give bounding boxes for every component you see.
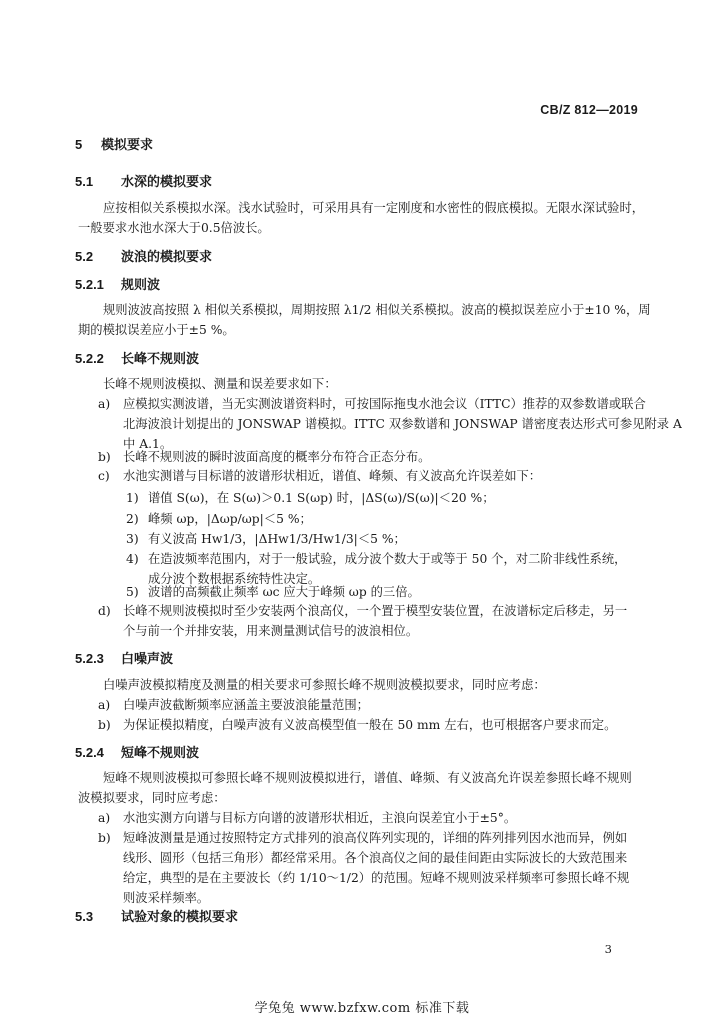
- list-item-line: 则波采样频率。: [123, 891, 210, 905]
- section-title: 水深的模拟要求: [121, 174, 213, 189]
- list-label: c): [98, 469, 110, 483]
- list-item-line: 为保证模拟精度，白噪声波有义波高模型值一般在 50 mm 左右，也可根据客户要求而定。: [123, 718, 617, 732]
- paragraph-line: 白噪声波模拟精度及测量的相关要求可参照长峰不规则波模拟要求，同时应考虑：: [103, 678, 546, 692]
- sub-list-label: 2): [126, 512, 139, 526]
- sub-list-item: 谱值 S(ω)，在 S(ω)＞0.1 S(ωp) 时，|ΔS(ω)/S(ω)|＜20 %；: [148, 491, 495, 505]
- section-heading-5-2-3: [75, 648, 173, 667]
- standard-code: CB/Z 812—2019: [540, 103, 638, 117]
- section-number: 5: [75, 137, 83, 152]
- list-item-line: 个与前一个并排安装，用来测量测试信号的波浪相位。: [123, 624, 419, 638]
- section-heading-5-2-1: [75, 274, 160, 293]
- list-item-line: 长峰不规则波模拟时至少安装两个浪高仪，一个置于模型安装位置，在波谱标定后移走，另一: [123, 604, 628, 618]
- list-item-line: 水池实测方向谱与目标方向谱的波谱形状相近，主浪向误差宜小于±5°。: [123, 811, 517, 825]
- section-number: 5.2.3: [75, 651, 104, 666]
- section-title: 短峰不规则波: [121, 745, 200, 760]
- section-number: 5.2: [75, 249, 94, 264]
- sub-list-item: 成分波个数根据系统特性决定。: [148, 572, 321, 586]
- list-label: b): [98, 450, 111, 464]
- list-label: b): [98, 718, 111, 732]
- section-number: 5.1: [75, 174, 94, 189]
- list-item-line: 水池实测谱与目标谱的波谱形状相近，谱值、峰频、有义波高允许误差如下：: [123, 469, 542, 483]
- section-heading-5-2-4: [75, 742, 199, 761]
- sub-list-item: 波谱的高频截止频率 ωc 应大于峰频 ωp 的三倍。: [148, 585, 420, 599]
- list-item-line: 长峰不规则波的瞬时波面高度的概率分布符合正态分布。: [123, 450, 431, 464]
- page-number: 3: [604, 942, 612, 956]
- paragraph-line: 一般要求水池水深大于0.5倍波长。: [78, 221, 270, 235]
- sub-list-item: 峰频 ωp，|Δωp/ωp|＜5 %；: [148, 512, 312, 526]
- section-heading-5: [75, 134, 153, 153]
- sub-list-label: 5): [126, 585, 139, 599]
- paragraph-line: 期的模拟误差应小于±5 %。: [78, 323, 235, 337]
- paragraph-line: 波模拟要求，同时应考虑：: [78, 791, 226, 805]
- section-number: 5.3: [75, 909, 94, 924]
- section-heading-5-1: [75, 171, 212, 190]
- list-item-line: 白噪声波截断频率应涵盖主要波浪能量范围；: [123, 698, 369, 712]
- section-title: 长峰不规则波: [121, 351, 200, 366]
- paragraph-line: 长峰不规则波模拟、测量和误差要求如下：: [103, 377, 337, 391]
- sub-list-item: 有义波高 Hw1/3，|ΔHw1/3/Hw1/3|＜5 %；: [148, 532, 406, 546]
- section-number: 5.2.4: [75, 745, 104, 760]
- section-title: 波浪的模拟要求: [121, 249, 213, 264]
- list-item-line: 线形、圆形（包括三角形）都经常采用。各个浪高仪之间的最佳间距由实际波长的大致范围来: [123, 851, 628, 865]
- sub-list-label: 4): [126, 552, 139, 566]
- section-number: 5.2.2: [75, 351, 104, 366]
- section-number: 5.2.1: [75, 277, 104, 292]
- section-title: 模拟要求: [101, 137, 154, 152]
- paragraph-line: 短峰不规则波模拟可参照长峰不规则波模拟进行，谱值、峰频、有义波高允许误差参照长峰不规则: [103, 771, 632, 785]
- section-title: 规则波: [121, 277, 161, 292]
- list-label: b): [98, 831, 111, 845]
- list-item-line: 给定，典型的是在主要波长（约 1/10～1/2）的范围。短峰不规则波采样频率可参照长峰不规: [123, 871, 630, 885]
- list-item-line: 应模拟实测波谱，当无实测波谱资料时，可按国际拖曳水池会议（ITTC）推荐的双参数谱或联合: [123, 397, 646, 411]
- watermark-footer: 学兔兔 www.bzfxw.com 标准下载: [254, 1001, 470, 1016]
- list-label: a): [98, 698, 111, 712]
- section-title: 白噪声波: [121, 651, 174, 666]
- sub-list-item: 在造波频率范围内，对于一般试验，成分波个数大于或等于 50 个，对二阶非线性系统，: [148, 552, 627, 566]
- list-item-line: 中 A.1。: [123, 437, 173, 451]
- paragraph-line: 应按相似关系模拟水深。浅水试验时，可采用具有一定刚度和水密性的假底模拟。无限水深试验时，: [103, 201, 645, 215]
- section-title: 试验对象的模拟要求: [121, 909, 239, 924]
- list-label: a): [98, 397, 111, 411]
- section-heading-5-2: [75, 246, 212, 265]
- section-heading-5-2-2: [75, 348, 199, 367]
- list-item-line: 短峰波测量是通过按照特定方式排列的浪高仪阵列实现的，详细的阵列排列因水池而异，例如: [123, 831, 628, 845]
- sub-list-label: 1): [126, 491, 139, 505]
- paragraph-line: 规则波波高按照 λ 相似关系模拟，周期按照 λ1/2 相似关系模拟。波高的模拟误差应小于±10 %，周: [103, 303, 651, 317]
- list-label: d): [98, 604, 111, 618]
- list-label: a): [98, 811, 111, 825]
- section-heading-5-3: [75, 906, 238, 925]
- sub-list-label: 3): [126, 532, 139, 546]
- list-item-line: 北海波浪计划提出的 JONSWAP 谱模拟。ITTC 双参数谱和 JONSWAP 谱密度表达形式可参见附录 A: [123, 417, 682, 431]
